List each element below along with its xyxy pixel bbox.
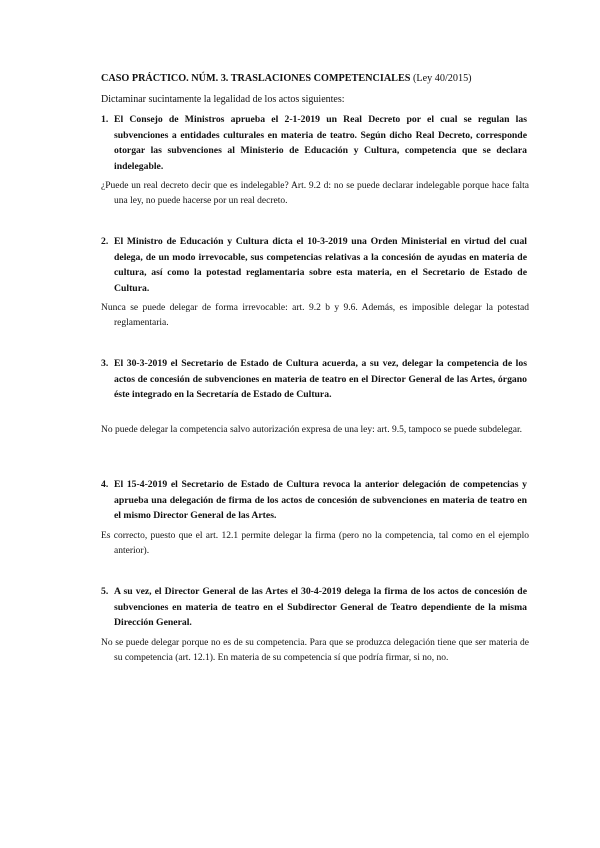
answer-3 (101, 423, 529, 438)
question-4 (101, 477, 527, 524)
question-2 (101, 234, 527, 296)
intro-text: Dictaminar sucintamente la legalidad de los actos siguientes: (101, 94, 345, 105)
question-number: 5. (101, 586, 109, 597)
title-bold: CASO PRÁCTICO. NÚM. 3. TRASLACIONES COMPETENCIALES (101, 73, 411, 84)
answer-text: Es correcto, puesto que el art. 12.1 permite delegar la firma (pero no la competencia, tal como en el ejemplo anterior). (101, 531, 529, 556)
question-number: 2. (101, 236, 109, 247)
answer-text: ¿Puede un real decreto decir que es indelegable? Art. 9.2 d: no se puede declarar indelegable porque hace falta una ley, no puede hacerse por un real decreto. (101, 181, 529, 206)
answer-2 (101, 301, 529, 331)
question-text: El 15-4-2019 el Secretario de Estado de Cultura revoca la anterior delegación de competencias y aprueba una delegación de firma de los actos de concesión de subvenciones en materia de teatro en el mismo Director General de las Artes. (114, 479, 527, 521)
page-title (101, 72, 541, 86)
answer-text: Nunca se puede delegar de forma irrevocable: art. 9.2 b y 9.6. Además, es imposible delegar la potestad reglamentaria. (101, 303, 529, 328)
question-number: 4. (101, 479, 109, 490)
question-text: El 30-3-2019 el Secretario de Estado de Cultura acuerda, a su vez, delegar la competencia de los actos de concesión de subvenciones en materia de teatro en el Director General de las Artes, órgano éste integrado en la Secretaría de Estado de Cultura. (114, 358, 527, 400)
answer-text: No se puede delegar porque no es de su competencia. Para que se produzca delegación tiene que ser materia de su competencia (art. 12.1). En materia de su competencia sí que podría firmar, si no, no. (101, 638, 529, 663)
answer-text: No puede delegar la competencia salvo autorización expresa de una ley: art. 9.5, tampoco se puede subdelegar. (101, 425, 522, 435)
question-text: El Consejo de Ministros aprueba el 2-1-2019 un Real Decreto por el cual se regulan las subvenciones a entidades culturales en materia de teatro. Según dicho Real Decreto, corresponde otorgar las subvenciones al Ministerio de Educación y Cultura, competencia que se declara indelegable. (114, 114, 527, 172)
answer-1 (101, 179, 529, 209)
question-3 (101, 356, 527, 403)
question-1 (101, 112, 527, 174)
question-number: 3. (101, 358, 109, 369)
answer-5 (101, 636, 529, 666)
title-law-reference: (Ley 40/2015) (410, 73, 472, 84)
question-5 (101, 584, 527, 631)
question-number: 1. (101, 114, 109, 125)
answer-4 (101, 529, 529, 559)
question-text: A su vez, el Director General de las Artes el 30-4-2019 delega la firma de los actos de concesión de subvenciones en materia de teatro en el Subdirector General de Teatro dependiente de la misma Dirección General. (114, 586, 527, 628)
question-text: El Ministro de Educación y Cultura dicta el 10-3-2019 una Orden Ministerial en virtud del cual delega, de un modo irrevocable, sus competencias relativas a la concesión de ayudas en materia de cultura, así como la potestad reglamentaria sobre esta materia, en el Secretario de Estado de Cultura. (114, 236, 527, 294)
